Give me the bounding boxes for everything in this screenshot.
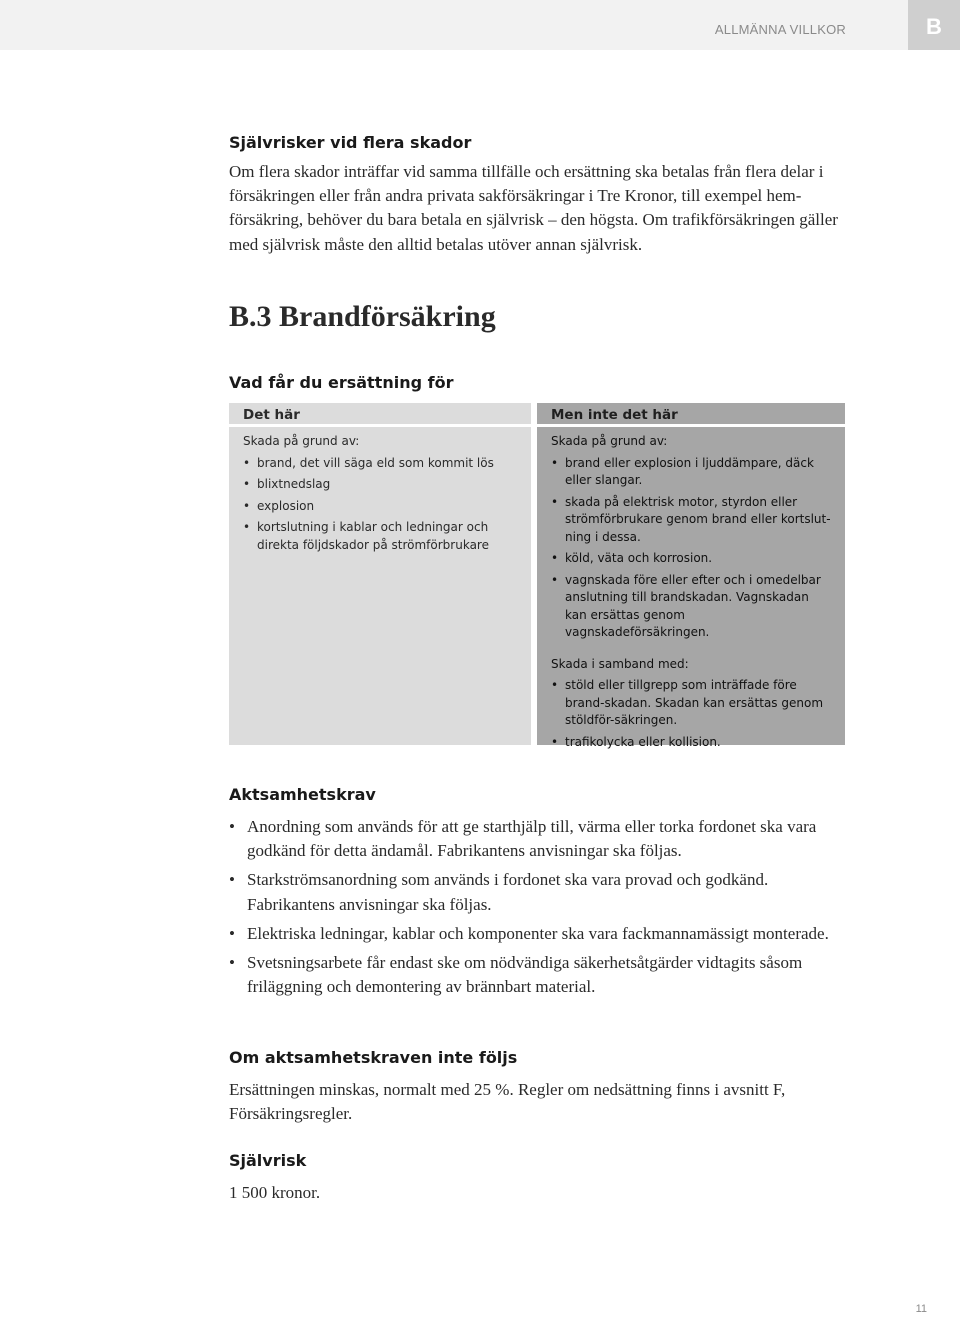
coverage-heading: Vad får du ersättning för: [229, 373, 454, 392]
running-head: ALLMÄNNA VILLKOR: [714, 22, 846, 37]
section-heading-sjalvrisker: Självrisker vid flera skador: [229, 133, 472, 152]
paragraph-sjalvrisk: 1 500 kronor.: [229, 1183, 321, 1202]
excluded-column-title: Men inte det här: [537, 403, 845, 427]
paragraph-sjalvrisker: Om flera skador inträffar vid samma tillfälle och ersättning ska betalas från flera delar i försäkringen eller från andra privata sakförsäkringar i Tre Kronor, till exempel hem-försäkring, behöver du bara betala en självrisk – den högsta. Om trafikförsäkringen gäller med självrisk måste den alltid betalas utöver annan självrisk.: [229, 162, 838, 254]
coverage-included-column: [229, 403, 531, 745]
list-item: • kortslutning i kablar och ledningar och direkta följdskador på strömförbrukare: [243, 519, 517, 554]
list-item: • explosion: [243, 498, 517, 516]
coverage-excluded-column: [537, 403, 845, 749]
included-list: [243, 455, 517, 555]
list-item: • blixtnedslag: [243, 476, 517, 494]
list-item: • Anordning som används för att ge starthjälp till, värma eller torka fordonet ska vara godkänd för detta ändamål. Fabrikantens anvisningar ska följas.: [229, 815, 849, 863]
list-item: • Svetsningsarbete får endast ske om nödvändiga säkerhetsåtgärder vidtagits såsom friläggning och demontering av brännbart material.: [229, 951, 849, 999]
list-item: • vagnskada före eller efter och i omedelbar anslutning till brandskadan. Vagnskadan kan ersättas genom vagnskadeförsäkringen.: [551, 572, 831, 642]
list-item: • Elektriska ledningar, kablar och komponenter ska vara fackmannamässigt monterade.: [229, 922, 849, 946]
excluded-column-body: [537, 427, 845, 751]
section-heading-om-aktsamhet: Om aktsamhetskraven inte följs: [229, 1048, 518, 1067]
chapter-title: B.3 Brandförsäkring: [229, 300, 496, 333]
list-item: • skada på elektrisk motor, styrdon eller strömförbrukare genom brand eller kortslut-ning i dessa.: [551, 494, 831, 547]
section-heading-aktsamhetskrav: Aktsamhetskrav: [229, 785, 376, 804]
page-number: 11: [915, 1303, 927, 1315]
excluded-label-2: Skada i samband med:: [551, 656, 689, 671]
list-item: • köld, väta och korrosion.: [551, 550, 831, 568]
list-item: • brand eller explosion i ljuddämpare, däck eller slangar.: [551, 455, 831, 490]
section-tab: B: [908, 0, 960, 50]
list-item: • brand, det vill säga eld som kommit lös: [243, 455, 517, 473]
excluded-list-2: [551, 677, 831, 751]
paragraph-om-aktsamhet: Ersättningen minskas, normalt med 25 %. Regler om nedsättning finns i avsnitt F, Försäkringsregler.: [229, 1080, 786, 1124]
included-label: Skada på grund av:: [243, 434, 360, 448]
included-column-title: Det här: [229, 403, 531, 427]
aktsamhet-list: [229, 815, 849, 1004]
excluded-label: Skada på grund av:: [551, 434, 668, 448]
included-column-body: [229, 427, 531, 554]
list-item: • stöld eller tillgrepp som inträffade före brand-skadan. Skadan kan ersättas genom stöldför-säkringen.: [551, 677, 831, 730]
list-item: • trafikolycka eller kollision.: [551, 734, 831, 752]
section-heading-sjalvrisk: Självrisk: [229, 1151, 307, 1170]
list-item: • Starkströmsanordning som används i fordonet ska vara provad och godkänd. Fabrikantens anvisningar ska följas.: [229, 868, 849, 916]
excluded-list: [551, 455, 831, 642]
